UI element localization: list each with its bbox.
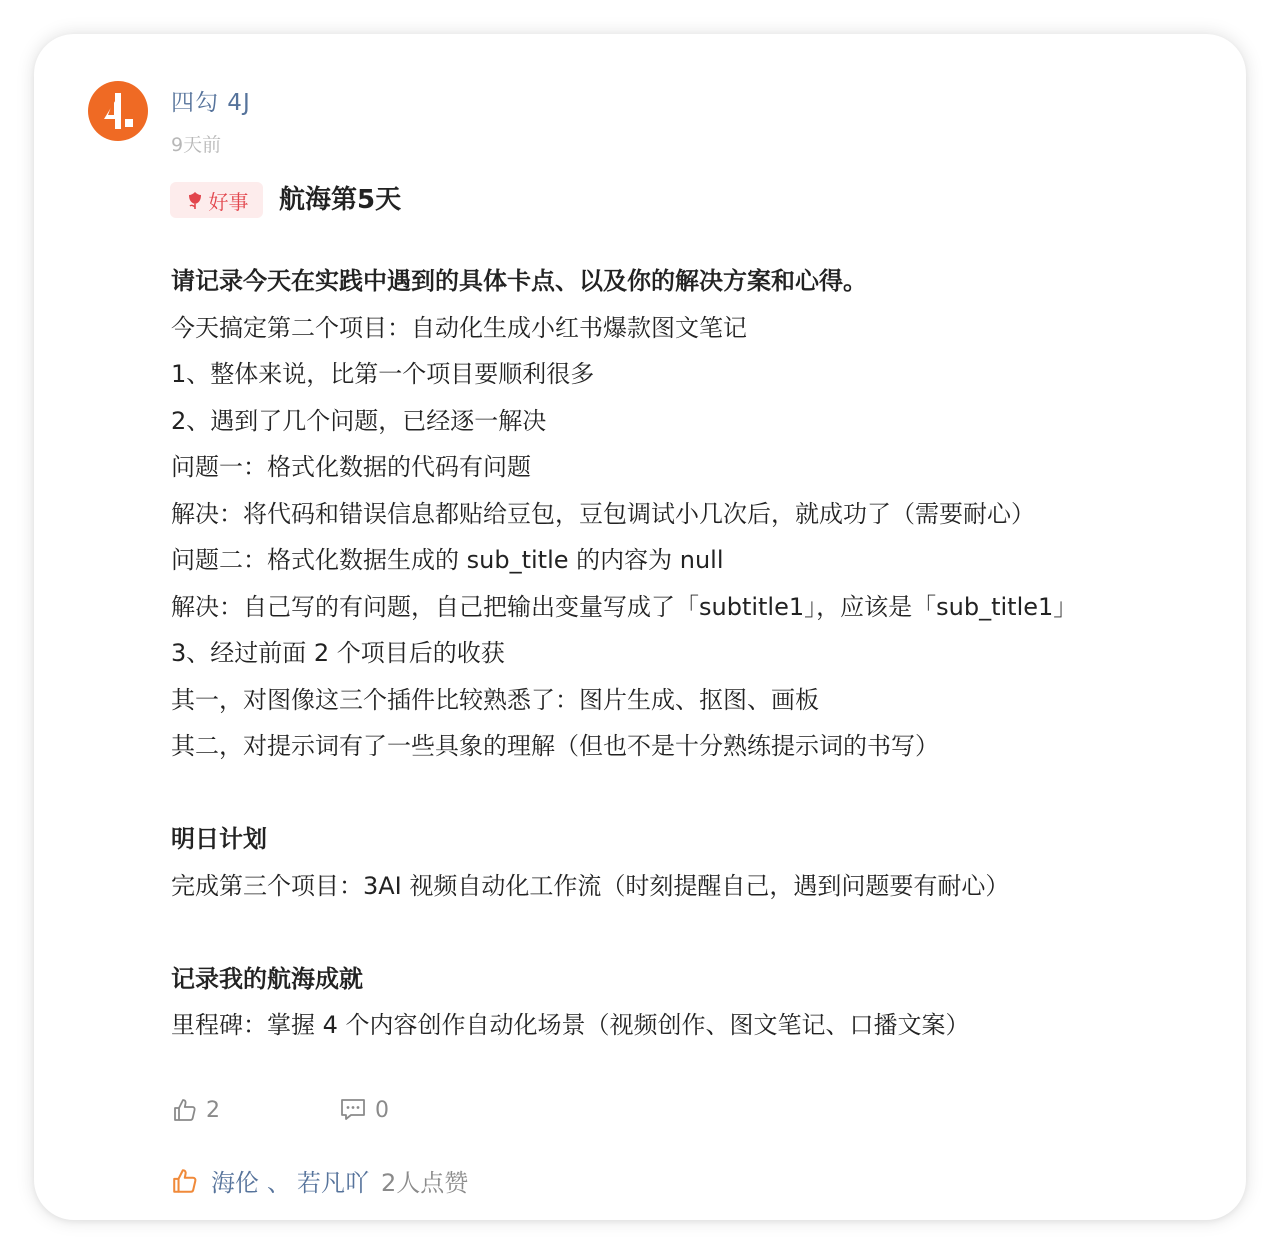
content-line: 解决：将代码和错误信息都贴给豆包，豆包调试小几次后，就成功了（需要耐心） (171, 499, 1035, 528)
section-heading: 明日计划 (171, 825, 267, 853)
content-line: 今天搞定第二个项目：自动化生成小红书爆款图文笔记 (171, 313, 747, 342)
tag-badge[interactable] (170, 182, 263, 218)
liker-name[interactable]: 海伦 (211, 1169, 259, 1197)
content-line: 里程碑：掌握 4 个内容创作自动化场景（视频创作、图文笔记、口播文案） (171, 1011, 970, 1039)
section-heading: 记录我的航海成就 (171, 964, 363, 993)
comment-button[interactable] (339, 1097, 389, 1123)
avatar-logo-icon (96, 89, 140, 133)
like-summary: 2人点赞 (381, 1169, 469, 1197)
liker-separator: 、 (267, 1169, 291, 1197)
badge-label: 好事 (208, 189, 249, 214)
post-title: 航海第5天 (279, 185, 402, 215)
thumbs-up-icon (172, 1097, 198, 1123)
post-content (171, 258, 1231, 1049)
like-count: 2 (206, 1097, 220, 1123)
content-line: 2、遇到了几个问题，已经逐一解决 (171, 406, 547, 435)
content-line: 解决：自己写的有问题，自己把输出变量写成了「subtitle1」，应该是「sub_title1」 (171, 592, 1078, 621)
action-bar (172, 1097, 389, 1123)
section-heading: 请记录今天在实践中遇到的具体卡点、以及你的解决方案和心得。 (171, 267, 867, 295)
comment-icon (339, 1097, 367, 1123)
comment-count: 0 (375, 1097, 389, 1123)
likers-row (171, 1163, 468, 1198)
thumbs-up-icon (171, 1167, 199, 1195)
content-line: 3、经过前面 2 个项目后的收获 (171, 639, 505, 667)
liker-name[interactable]: 若凡吖 (297, 1169, 369, 1197)
content-line: 其一，对图像这三个插件比较熟悉了：图片生成、抠图、画板 (171, 685, 819, 714)
content-line: 1、整体来说，比第一个项目要顺利很多 (171, 360, 595, 388)
like-button[interactable] (172, 1097, 339, 1123)
content-line: 其二，对提示词有了一些具象的理解（但也不是十分熟练提示词的书写） (171, 732, 939, 760)
content-line: 完成第三个项目：3AI 视频自动化工作流（时刻提醒自己，遇到问题要有耐心） (171, 871, 1010, 900)
blank-line (171, 770, 1231, 817)
content-line: 问题一：格式化数据的代码有问题 (171, 453, 531, 481)
content-line: 问题二：格式化数据生成的 sub_title 的内容为 null (171, 546, 724, 574)
flower-icon (185, 190, 205, 210)
avatar[interactable] (88, 81, 148, 141)
blank-line (171, 909, 1231, 956)
author-name[interactable]: 四勾 4J (171, 90, 251, 116)
post-time: 9天前 (171, 134, 222, 156)
